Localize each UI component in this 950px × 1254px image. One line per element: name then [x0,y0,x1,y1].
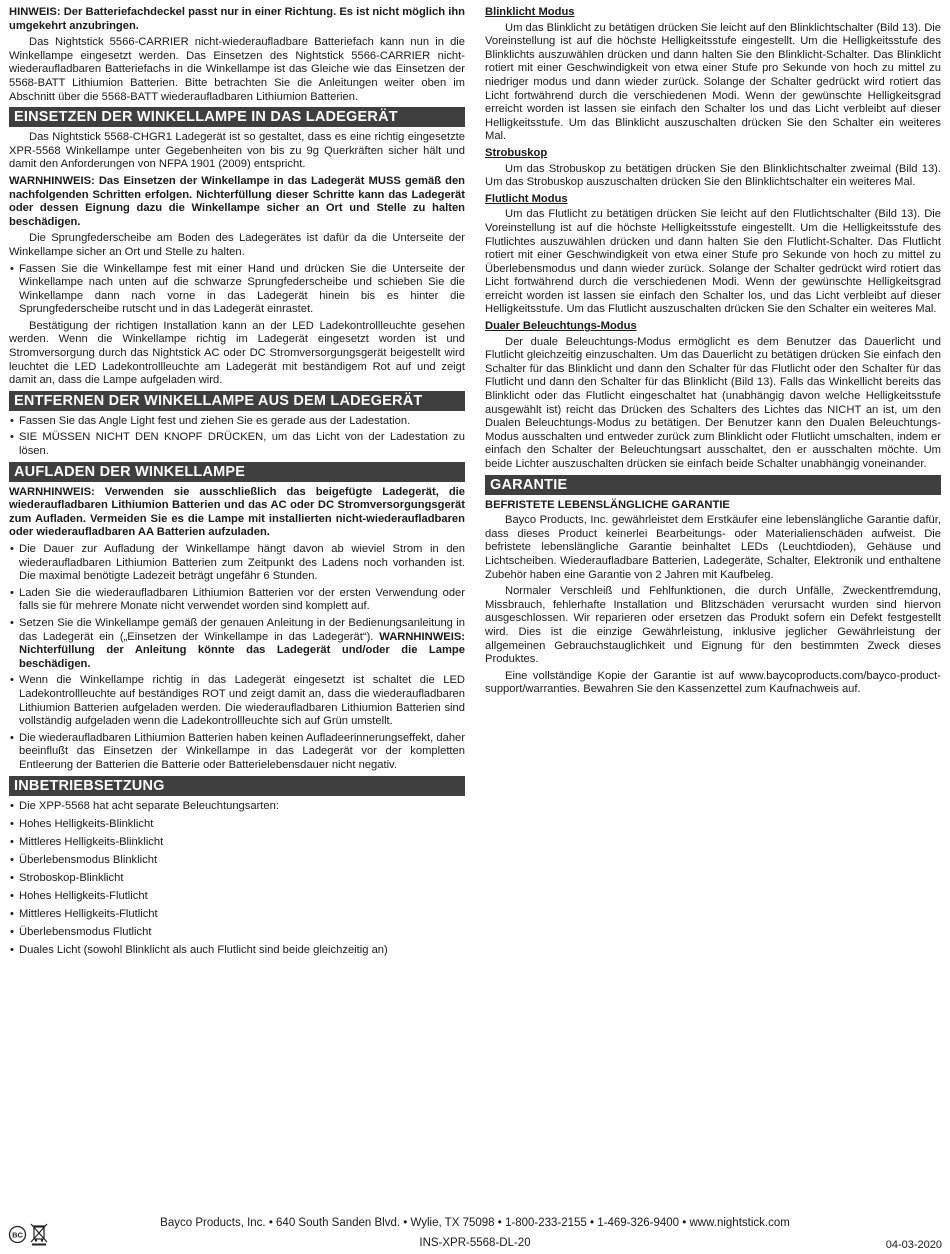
section-heading-entfernen: ENTFERNEN DER WINKELLAMPE AUS DEM LADEGERÄT [9,391,465,411]
list-item: • SIE MÜSSEN NICHT DEN KNOPF DRÜCKEN, um das Licht von der Ladestation zu lösen. [9,431,465,458]
list-item: • Die Dauer zur Aufladung der Winkellampe hängt davon ab wieviel Strom in den wiederaufladbaren Lithiumion Batterien zum Zeitpunkt des Ladens noch vorhanden ist. Die maximal benötigte Ladezeit beträgt ungefähr 6 Stunden. [9,543,465,584]
list-item: • Fassen Sie die Winkellampe fest mit einer Hand und drücken Sie die Unterseite der Winkellampe nach unten auf die schwarze Sprungfederscheibe und schieben Sie die Winkellampe dann nach vorne in das Ladegerät hinein bis es hinter die Sprungfederscheibe rutscht und in das Ladegerät einrastet. [9,263,465,317]
subheading-dual: Dualer Beleuchtungs-Modus [485,320,637,333]
section-heading-aufladen: AUFLADEN DER WINKELLAMPE [9,462,465,482]
document-id: INS-XPR-5568-DL-20 [419,1237,531,1249]
paragraph-bestaetigung: Bestätigung der richtigen Installation kann an der LED Ladekontrollleuchte gesehen werden. Wenn die Winkellampe richtig im Ladegerät eingesetzt worden ist und Stromversorgung durch das Nightstick AC oder DC Stromversorgungsgerät beigestellt wird leuchtet die LED Ladekontrollleuchte am Ladegerät mit beständigem Rot auf und zeigt damit an, dass die Lampe aufgeladen wird. [9,319,465,387]
paragraph-flutlicht: Um das Flutlicht zu betätigen drücken Sie leicht auf den Flutlichtschalter (Bild 13). Die Voreinstellung ist auf die höchste Helligkeitsstufe eingestellt. Um die Helligkeitsstufe des Flutlichtes auszuwählen drücken und dann halten Sie den Flutlicht-Schalter. Das Flutlicht rotiert mit einer Geschwindigkeit von etwa einer Stufe pro Sekunde von hoch zu mittel zu Überlebensmodus und dann wieder zurück. Solange der Schalter gedrückt wird rotiert das Licht fortwährend durch die verschiedenen Modi. Wenn der gewünschte Helligkeitsgrad erreicht worden ist lassen sie einfach den Schalter los, und das Licht verbleibt auf dieser Helligkeitsstufe. Um das Flutlicht auszuschalten drücken Sie den Schalter ein weiteres Mal. [485,208,941,316]
paragraph-einsetzen: Das Nightstick 5568-CHGR1 Ladegerät ist so gestaltet, dass es eine richtig eingesetzte XPR-5568 Winkellampe unter Gegebenheiten von bis zu 9g Querkräften sicher hält und damit den Anforderungen von NFPA 1901 (2009) entspricht. [9,131,465,171]
footer-address: Bayco Products, Inc. • 640 South Sanden Blvd. • Wylie, TX 75098 • 1-800-233-2155 • 1-469-326-9400 • www.nightstick.com [160,1217,790,1229]
modes-list [9,800,465,958]
footer [0,1213,950,1253]
paragraph-dual: Der duale Beleuchtungs-Modus ermöglicht es dem Benutzer das Dauerlicht und Flutlicht gleichzeitig einzuschalten. Um das Dauerlicht zu betätigen drücken Sie einfach den Schalter für das Blinklicht und dann den Schalter für das Flutlicht oder den Schalter für das Flutlicht und dann den Schalter für das Blinklicht (Bild 13). Falls das Winkellicht bereits das Blinklicht oder das Flutlicht eingeschaltet hat (unabhängig davon welche Helligkeitsstufe ausgewählt ist) reicht das Drücken des Schalters des Lichtes das NICHT an ist, um den Dualen Beleuchtungs-Modus zu betätigen. Der Benutzer kann den Dualen Beleuchtungs-Modus ausschalten und entweder zurück zum Blinklicht oder Flutlicht umschalten, indem er einfach den Schalter der Beleuchtungsart ausschaltet, den er ausschalten möchte. Um beide Lichter auszuschalten drücken sie einfach beide Schalter unabhängig voneinander. [485,335,941,470]
list-item: • Mittleres Helligkeits-Flutlicht [9,908,465,922]
paragraph-blinklicht: Um das Blinklicht zu betätigen drücken Sie leicht auf den Blinklichtschalter (Bild 13). Die Voreinstellung ist auf die höchste Helligkeitsstufe eingestellt. Um die Helligkeitsstufe des Blinklichts auszuwählen drücken und dann halten Sie den Blinklicht-Schalter. Das Blinklicht rotiert mit einer Geschwindigkeit von etwa einer Stufe pro Sekunde von hoch zu mittel zu niedriger modus und dann wieder zurück. Solange der Schalter gedrückt wird rotiert das Licht fortwährend durch die verschiedenen Modi. Wenn der gewünschte Helligkeitsgrad erreicht worden ist lassen sie einfach den Schalter los und das Licht verbleibt auf dieser Helligkeitsstufe. Um das Blinklicht auszuschalten drücken Sie den Schalter ein weiteres Mal. [485,21,941,143]
left-column [9,6,465,962]
paragraph-garantie-3: Eine vollständige Kopie der Garantie ist auf www.baycoproducts.com/bayco-product-support/warranties. Bewahren Sie den Kassenzettel zum Kaufnachweis auf. [485,669,941,696]
subheading-befristete-garantie: BEFRISTETE LEBENSLÄNGLICHE GARANTIE [485,498,730,511]
list-item-text: Setzen Sie die Winkellampe gemäß der genauen Anleitung in der Bedienungsanleitung in das Ladegerät ein („Einsetzen der Winkellampe in das Ladegerät“). [19,616,465,643]
warning-einsetzen: WARNHINWEIS: Das Einsetzen der Winkellampe in das Ladegerät MUSS gemäß den nachfolgenden Schritten erfolgen. Nichterfüllung dieser Schritte kann das Ladegerät oder dessen Eignung dazu die Winkellampe sicher an Ort und Stelle zu halten beschädigen. [9,174,465,228]
list-item: • Stroboskop-Blinklicht [9,872,465,886]
right-column [485,6,941,700]
bc-mark-text: BC [12,1229,23,1239]
section-heading-einsetzen: EINSETZEN DER WINKELLAMPE IN DAS LADEGERÄT [9,107,465,127]
list-item: • Überlebensmodus Flutlicht [9,926,465,940]
paragraph-garantie-1: Bayco Products, Inc. gewährleistet dem Erstkäufer eine lebenslängliche Garantie dafür, dass dieses Product keinerlei Bearbeitungs- oder Materialienschäden aufweist. Die befristete lebenslängliche Garantie beinhaltet LEDs (Leuchtdioden), Gehäuse und Lichtscheiben. Wiederaufladbare Batterien, Ladegeräte, Schalter, Elektronik und enthaltene Zubehör haben eine Garantie von 2 Jahren mit Kaufbeleg. [485,514,941,581]
section-heading-inbetriebsetzung: INBETRIEBSETZUNG [9,776,465,796]
list-item: • Wenn die Winkellampe richtig in das Ladegerät eingesetzt ist schaltet die LED Ladekontrollleuchte auf beständiges ROT und zeigt damit an, dass die wiederaufladbaren Lithiumion Batterien aufgeladen werden. Die wiederaufladbaren Lithiumion Batterien sind vollständig aufgeladen wenn die Ladekontrollleuchte sich auf Grün umstellt. [9,674,465,728]
list-item: • Überlebensmodus Blinklicht [9,854,465,868]
list-item: • Mittleres Helligkeits-Blinklicht [9,836,465,850]
subheading-strobuskop: Strobuskop [485,146,548,159]
list-item: • Duales Licht (sowohl Blinklicht als auch Flutlicht sind beide gleichzeitig an) [9,944,465,958]
list-item [9,617,465,671]
list-item: • Die XPP-5568 hat acht separate Beleuchtungsarten: [9,800,465,814]
paragraph-garantie-2: Normaler Verschleiß und Fehlfunktionen, die durch Unfälle, Zweckentfremdung, Missbrauch, fehlerhafte Installation und Blitzschäden verursacht wurden sind hiervon ausgeschlossen. Wir reparieren oder ersetzen das Produkt sofern ein Defekt festgestellt wird. Dies ist die einzige Gewährleistung, inklusive jeglicher Gewährleistung der allgemeinen Gebrauchstauglichkeit und Eignung für den bestimmten Zweck dieses Produktes. [485,585,941,666]
paragraph-strobuskop: Um das Strobuskop zu betätigen drücken Sie den Blinklichtschalter zweimal (Bild 13). Um das Strobuskop auszuschalten drücken Sie den Blinklichtschalter ein weiteres Mal. [485,162,941,189]
list-item: • Fassen Sie das Angle Light fest und ziehen Sie es gerade aus der Ladestation. [9,415,465,429]
paragraph-carrier: Das Nightstick 5566-CARRIER nicht-wiederaufladbare Batteriefach kann nun in die Winkellampe eingesetzt werden. Das Einsetzen des Nightstick 5566-CARRIER nicht-wiederaufladbaren Batteriefachs in die Winkellampe ist das Gleiche wie das Einsetzen der 5568-BATT Lithiumion Batterien. Bitte betrachten Sie die Anleitungen weiter oben im Abschnitt über die 5568-BATT wiederaufladbaren Lithiumion Batterien. [9,36,465,103]
paragraph-sprungfeder: Die Sprungfederscheibe am Boden des Ladegerätes ist dafür da die Unterseite der Winkellampe sicher an Ort und Stelle zu halten. [9,232,465,258]
list-item: • Laden Sie die wiederaufladbaren Lithiumion Batterien vor der ersten Verwendung oder falls sie für mehrere Monate nicht verwendet worden sind komplett auf. [9,587,465,614]
list-item: • Hohes Helligkeits-Flutlicht [9,890,465,904]
subheading-blinklicht: Blinklicht Modus [485,6,575,18]
warning-aufladen: WARNHINWEIS: Verwenden sie ausschließlich das beigefügte Ladegerät, die wiederaufladbaren Lithiumion Batterien und das AC oder DC Stromversorgungsgerät zum Aufladen. Vermeiden Sie es die Lampe mit installierten nicht-wiederaufladbaren oder wiederaufladbaren AA Batterien aufzuladen. [9,485,465,539]
document-date: 04-03-2020 [885,1239,942,1251]
section-heading-garantie: GARANTIE [485,475,941,495]
list-item-warning: WARNHINWEIS: Nichterfüllung der Anleitung könnte das Ladegerät und/oder die Lampe beschädigen. [19,630,466,670]
list-item: • Die wiederaufladbaren Lithiumion Batterien haben keinen Aufladeerinnerungseffekt, daher beeinflußt das Einsetzen der Winkellampe in das Ladegerät vor der kompletten Entleerung der Batterien die Batterie oder Batterielebensdauer nicht negativ. [9,732,465,773]
note-battery-cover: HINWEIS: Der Batteriefachdeckel passt nur in einer Richtung. Es ist nicht möglich ihn umgekehrt anzubringen. [9,6,465,32]
list-item: • Hohes Helligkeits-Blinklicht [9,818,465,832]
subheading-flutlicht: Flutlicht Modus [485,192,568,205]
